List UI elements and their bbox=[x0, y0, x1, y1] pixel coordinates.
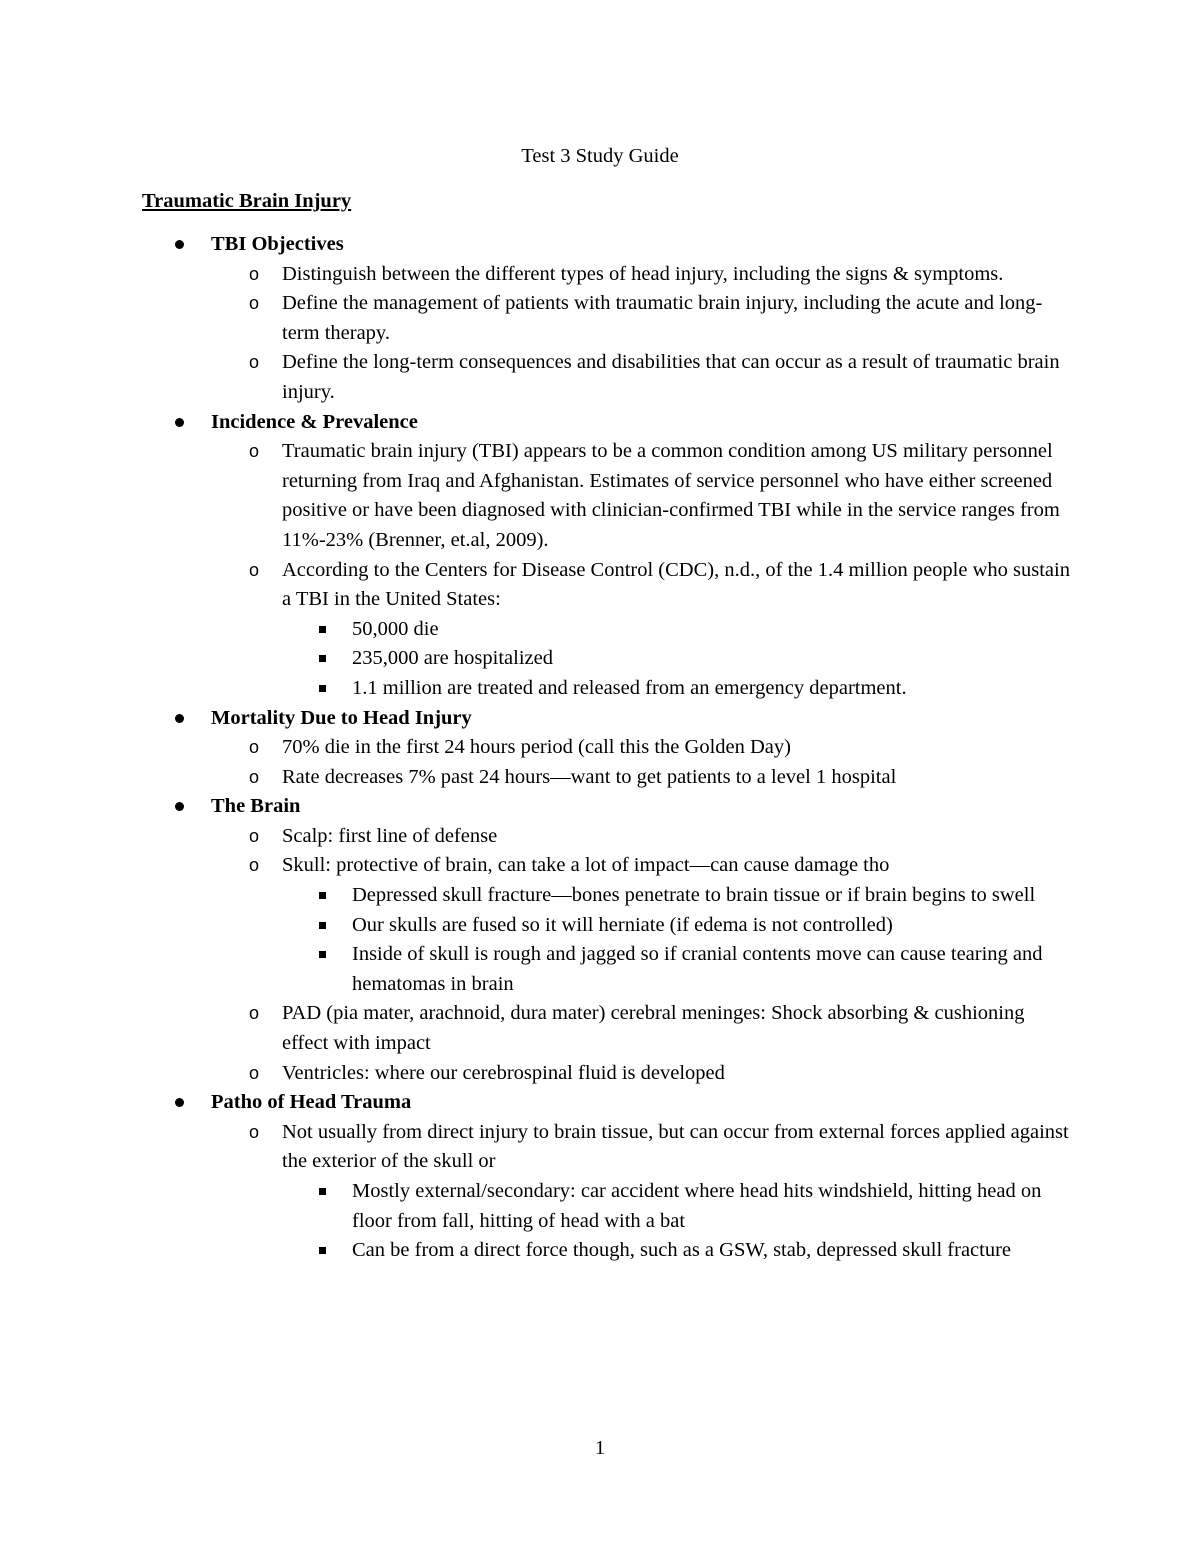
outline-subitem bbox=[142, 1177, 1072, 1236]
outline-item bbox=[142, 348, 1072, 407]
outline-item bbox=[142, 260, 1072, 290]
square-bullet-icon bbox=[319, 655, 326, 662]
outline-item bbox=[142, 851, 1072, 881]
outline-item-text: Define the long-term consequences and disabilities that can occur as a result of traumatic brain injury. bbox=[282, 351, 1060, 403]
outline-heading-text: Mortality Due to Head Injury bbox=[211, 706, 472, 729]
outline-item bbox=[142, 822, 1072, 852]
circle-bullet-icon: o bbox=[249, 737, 260, 758]
outline-item-text: PAD (pia mater, arachnoid, dura mater) cerebral meninges: Shock absorbing & cushioning effect with impact bbox=[282, 1002, 1025, 1055]
outline-subitem bbox=[142, 940, 1072, 999]
bullet-icon bbox=[175, 418, 184, 427]
square-bullet-icon bbox=[319, 892, 326, 899]
outline-item bbox=[142, 289, 1072, 348]
outline-subitem bbox=[142, 615, 1072, 645]
square-bullet-icon bbox=[319, 685, 326, 692]
bullet-icon bbox=[175, 1098, 184, 1107]
circle-bullet-icon: o bbox=[249, 825, 260, 846]
outline-item bbox=[142, 763, 1072, 793]
outline-heading-text: The Brain bbox=[211, 795, 301, 818]
bullet-icon bbox=[175, 714, 184, 723]
outline-subitem-text: 235,000 are hospitalized bbox=[352, 647, 553, 670]
outline-subitem bbox=[142, 1236, 1072, 1266]
outline-heading bbox=[142, 792, 1072, 822]
outline-subitem-text: Can be from a direct force though, such as a GSW, stab, depressed skull fracture bbox=[352, 1239, 1012, 1262]
outline-item-text: According to the Centers for Disease Control (CDC), n.d., of the 1.4 million people who sustain a TBI in the United States: bbox=[282, 558, 1070, 611]
outline-item-text: Skull: protective of brain, can take a lot of impact—can cause damage tho bbox=[282, 854, 890, 877]
circle-bullet-icon: o bbox=[249, 855, 260, 876]
outline-subitem-text: 1.1 million are treated and released from an emergency department. bbox=[352, 676, 907, 699]
outline-item bbox=[142, 1118, 1072, 1177]
outline-heading-text: TBI Objectives bbox=[211, 233, 344, 255]
outline bbox=[142, 230, 1072, 1266]
circle-bullet-icon: o bbox=[249, 441, 260, 462]
outline-item bbox=[142, 999, 1072, 1058]
outline-subitem-text: Depressed skull fracture—bones penetrate to brain tissue or if brain begins to swell bbox=[352, 884, 1036, 907]
circle-bullet-icon: o bbox=[249, 293, 260, 314]
outline-item-text: Distinguish between the different types of head injury, including the signs & symptoms. bbox=[282, 262, 1004, 285]
circle-bullet-icon: o bbox=[249, 766, 260, 787]
outline-heading-text: Incidence & Prevalence bbox=[211, 410, 418, 433]
square-bullet-icon bbox=[319, 1247, 326, 1254]
outline-item bbox=[142, 1059, 1072, 1089]
circle-bullet-icon: o bbox=[249, 1062, 260, 1083]
outline-item-text: Scalp: first line of defense bbox=[282, 824, 498, 847]
outline-item-text: Ventricles: where our cerebrospinal fluid is developed bbox=[282, 1061, 725, 1084]
outline-subitem bbox=[142, 881, 1072, 911]
square-bullet-icon bbox=[319, 1188, 326, 1195]
outline-heading bbox=[142, 408, 1072, 438]
square-bullet-icon bbox=[319, 951, 326, 958]
outline-subitem bbox=[142, 674, 1072, 704]
circle-bullet-icon: o bbox=[249, 1121, 260, 1142]
outline-subitem-text: Our skulls are fused so it will herniate (if edema is not controlled) bbox=[352, 913, 893, 936]
outline-subitem-text: Mostly external/secondary: car accident where head hits windshield, hitting head on floor from fall, hitting of head with a bat bbox=[352, 1180, 1042, 1232]
outline-item-text: Rate decreases 7% past 24 hours—want to get patients to a level 1 hospital bbox=[282, 765, 897, 788]
circle-bullet-icon: o bbox=[249, 1003, 260, 1024]
outline-item-text: Not usually from direct injury to brain tissue, but can occur from external forces applied against the exterior of the skull or bbox=[282, 1120, 1069, 1173]
outline-item bbox=[142, 733, 1072, 763]
outline-item bbox=[142, 556, 1072, 615]
bullet-icon bbox=[175, 802, 184, 811]
outline-item bbox=[142, 437, 1072, 555]
outline-heading bbox=[142, 1088, 1072, 1118]
bullet-icon bbox=[175, 240, 184, 249]
section-heading: Traumatic Brain Injury bbox=[142, 190, 352, 212]
outline-subitem bbox=[142, 644, 1072, 674]
outline-item-text: 70% die in the first 24 hours period (call this the Golden Day) bbox=[282, 736, 791, 759]
outline-heading-text: Patho of Head Trauma bbox=[211, 1091, 412, 1114]
outline-heading bbox=[142, 704, 1072, 734]
circle-bullet-icon: o bbox=[249, 559, 260, 580]
square-bullet-icon bbox=[319, 922, 326, 929]
document-title: Test 3 Study Guide bbox=[521, 145, 679, 167]
outline-subitem bbox=[142, 911, 1072, 941]
circle-bullet-icon: o bbox=[249, 352, 260, 373]
outline-item-text: Traumatic brain injury (TBI) appears to be a common condition among US military personnel returning from Iraq and Afghanistan. Estimates of service personnel who have either screened positive or have been diagnosed with clinician-confirmed TBI while in the service ranges from 11%-23% (Brenner, et.al, 2009). bbox=[282, 440, 1060, 551]
outline-subitem-text: Inside of skull is rough and jagged so if cranial contents move can cause tearing and hematomas in brain bbox=[352, 943, 1043, 995]
outline-heading bbox=[142, 230, 1072, 260]
square-bullet-icon bbox=[319, 626, 326, 633]
outline-subitem-text: 50,000 die bbox=[352, 617, 439, 640]
page-number: 1 bbox=[594, 1437, 606, 1459]
outline-item-text: Define the management of patients with traumatic brain injury, including the acute and long-term therapy. bbox=[282, 292, 1043, 344]
circle-bullet-icon: o bbox=[249, 263, 260, 284]
